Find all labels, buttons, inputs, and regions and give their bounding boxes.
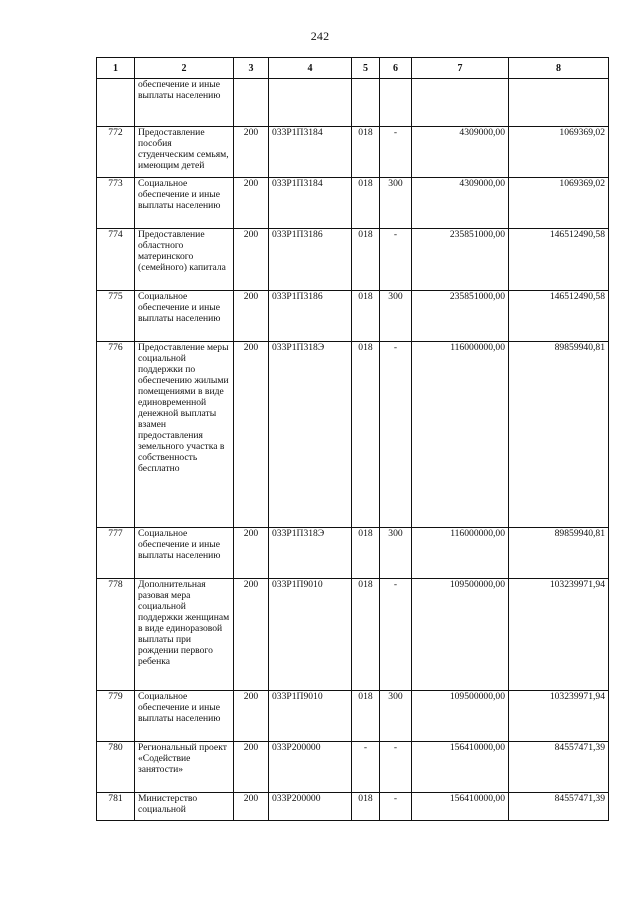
target-code-cell: 033Р1П3184 [269,178,352,229]
amount-planned-cell: 4309000,00 [412,127,509,178]
column-3-cell: 200 [234,579,269,691]
row-number-cell: 780 [97,742,135,793]
amount-planned-cell: 109500000,00 [412,579,509,691]
column-3-cell: 200 [234,342,269,528]
column-6-cell: 300 [380,691,412,742]
target-code-cell: 033Р1П3186 [269,291,352,342]
amount-planned-cell: 156410000,00 [412,793,509,821]
column-6-cell [380,79,412,127]
amount-executed-cell: 146512490,58 [509,229,609,291]
table-row [97,229,609,291]
target-code-cell: 033Р1П9010 [269,579,352,691]
item-name-cell: Социальное обеспечение и иные выплаты населению [135,178,234,229]
column-6-cell: - [380,793,412,821]
header-cell: 2 [135,58,234,79]
table-row [97,178,609,229]
column-6-cell: - [380,127,412,178]
item-name-cell: Социальное обеспечение и иные выплаты населению [135,691,234,742]
table-row [97,691,609,742]
target-code-cell: 033Р1П318Э [269,342,352,528]
amount-planned-cell [412,79,509,127]
column-5-cell: 018 [352,793,380,821]
item-name-cell: Дополнительная разовая мера социальной поддержки женщинам в виде единоразовой выплаты при рождении первого ребенка [135,579,234,691]
header-cell: 3 [234,58,269,79]
amount-planned-cell: 235851000,00 [412,291,509,342]
column-5-cell: 018 [352,579,380,691]
amount-executed-cell: 89859940,81 [509,342,609,528]
amount-executed-cell: 103239971,94 [509,691,609,742]
row-number-cell: 779 [97,691,135,742]
column-6-cell: - [380,579,412,691]
amount-executed-cell [509,79,609,127]
target-code-cell: 033Р1П9010 [269,691,352,742]
item-name-cell: Предоставление меры социальной поддержки по обеспечению жилыми помещениями в виде единовременной денежной выплаты взамен предоставления земельного участка в собственность бесплатно [135,342,234,528]
target-code-cell: 033Р1П3186 [269,229,352,291]
item-name-cell: Региональный проект «Содействие занятости» [135,742,234,793]
column-5-cell: 018 [352,291,380,342]
amount-executed-cell: 1069369,02 [509,127,609,178]
header-cell: 5 [352,58,380,79]
item-name-cell: Предоставление областного материнского (семейного) капитала [135,229,234,291]
row-number-cell: 776 [97,342,135,528]
column-3-cell: 200 [234,291,269,342]
row-number-cell: 777 [97,528,135,579]
column-3-cell: 200 [234,178,269,229]
column-3-cell: 200 [234,793,269,821]
row-number-cell [97,79,135,127]
page-number: 242 [310,29,330,43]
row-number-cell: 781 [97,793,135,821]
target-code-cell: 033Р200000 [269,793,352,821]
column-5-cell: 018 [352,342,380,528]
row-number-cell: 773 [97,178,135,229]
column-3-cell: 200 [234,691,269,742]
column-3-cell [234,79,269,127]
column-6-cell: 300 [380,178,412,229]
column-6-cell: 300 [380,291,412,342]
item-name-cell: обеспечение и иные выплаты населению [135,79,234,127]
row-number-cell: 778 [97,579,135,691]
column-6-cell: 300 [380,528,412,579]
target-code-cell [269,79,352,127]
column-3-cell: 200 [234,528,269,579]
table-row [97,528,609,579]
header-cell: 1 [97,58,135,79]
target-code-cell: 033Р1П318Э [269,528,352,579]
column-5-cell: 018 [352,229,380,291]
column-6-cell: - [380,229,412,291]
amount-executed-cell: 103239971,94 [509,579,609,691]
budget-table [96,57,609,821]
row-number-cell: 772 [97,127,135,178]
amount-planned-cell: 116000000,00 [412,342,509,528]
table-row [97,79,609,127]
column-5-cell: - [352,742,380,793]
column-3-cell: 200 [234,229,269,291]
amount-executed-cell: 1069369,02 [509,178,609,229]
row-number-cell: 774 [97,229,135,291]
column-3-cell: 200 [234,742,269,793]
table-row [97,579,609,691]
column-3-cell: 200 [234,127,269,178]
amount-executed-cell: 146512490,58 [509,291,609,342]
column-5-cell: 018 [352,178,380,229]
item-name-cell: Социальное обеспечение и иные выплаты населению [135,528,234,579]
table-row [97,342,609,528]
amount-executed-cell: 84557471,39 [509,793,609,821]
column-6-cell: - [380,742,412,793]
amount-executed-cell: 84557471,39 [509,742,609,793]
table-row [97,127,609,178]
table-row [97,793,609,821]
column-6-cell: - [380,342,412,528]
header-cell: 8 [509,58,609,79]
amount-planned-cell: 116000000,00 [412,528,509,579]
target-code-cell: 033Р1П3184 [269,127,352,178]
target-code-cell: 033Р200000 [269,742,352,793]
column-5-cell: 018 [352,691,380,742]
header-cell: 4 [269,58,352,79]
amount-planned-cell: 235851000,00 [412,229,509,291]
header-cell: 6 [380,58,412,79]
item-name-cell: Предоставление пособия студенческим семьям, имеющим детей [135,127,234,178]
column-5-cell: 018 [352,127,380,178]
item-name-cell: Социальное обеспечение и иные выплаты населению [135,291,234,342]
table-row [97,291,609,342]
table-row [97,742,609,793]
column-5-cell [352,79,380,127]
amount-planned-cell: 109500000,00 [412,691,509,742]
table-header-row [97,58,609,79]
amount-planned-cell: 156410000,00 [412,742,509,793]
header-cell: 7 [412,58,509,79]
row-number-cell: 775 [97,291,135,342]
amount-planned-cell: 4309000,00 [412,178,509,229]
amount-executed-cell: 89859940,81 [509,528,609,579]
item-name-cell: Министерство социальной [135,793,234,821]
column-5-cell: 018 [352,528,380,579]
